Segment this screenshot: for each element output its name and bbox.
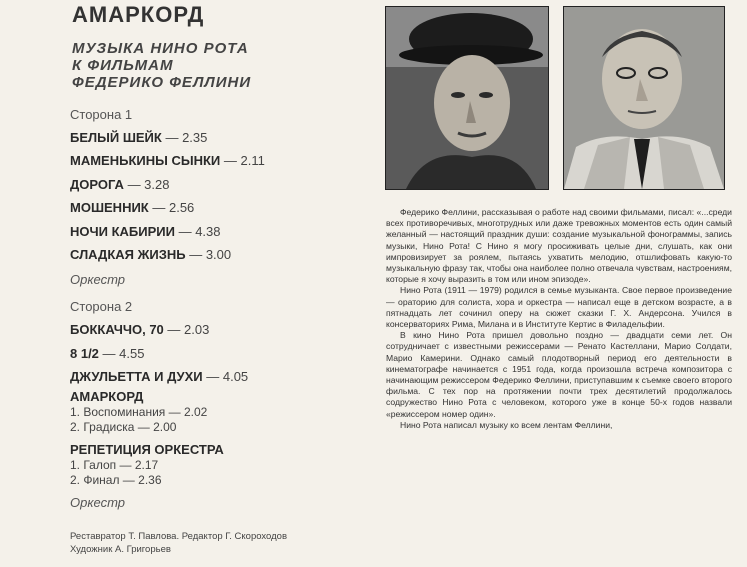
credits-line: Реставратор Т. Павлова. Редактор Г. Скороходов	[70, 531, 287, 542]
track-item	[70, 365, 370, 388]
track-duration: — 2.35	[165, 130, 208, 145]
track-title: ДЖУЛЬЕТТА И ДУХИ	[70, 369, 203, 385]
portrait-photo-fellini	[563, 6, 725, 190]
credits-line: Художник А. Григорьев	[70, 544, 171, 555]
track-title: 8 1/2	[70, 345, 99, 361]
track-item	[70, 196, 370, 219]
track-item	[70, 173, 370, 196]
track-duration: — 4.38	[178, 223, 221, 239]
article-paragraph: Федерико Феллини, рассказывая о работе над своими фильмами, писал: «...среди всех противоречивых, многотрудных или даже тревожных моментов есть один самый желанный — настоящий праздник души: создание музыкальной фонограммы, запись музыки, Нино Рота! С Нино я могу просиживать целые дни, слушать, как они импровизирует за роялем, пытаясь ухватить мелодию, отшлифовать какую-то музыкальную фразу так, чтобы она наиболее полно отвечала чувствам, настроениям, которые я хочу выразить в том или ином эпизоде».	[386, 207, 732, 285]
suite-part: 1. Галоп — 2.17	[70, 457, 159, 472]
track-item	[70, 126, 370, 149]
suite-part: 2. Градиска — 2.00	[70, 420, 177, 435]
suite-title: АМАРКОРД	[70, 388, 144, 404]
track-duration: — 2.03	[167, 322, 210, 338]
album-subtitle	[72, 40, 251, 91]
track-item	[70, 318, 370, 341]
side-1-label: Сторона 1	[70, 107, 133, 122]
track-title: БЕЛЫЙ ШЕЙК	[70, 130, 162, 145]
article-paragraph: Нино Рота написал музыку ко всем лентам Феллини,	[400, 419, 613, 430]
track-item	[70, 149, 370, 172]
subtitle-line: К ФИЛЬМАМ	[72, 57, 174, 74]
side-2-label: Сторона 2	[70, 299, 133, 315]
portrait-photo-rota	[385, 6, 549, 190]
credits	[70, 530, 287, 556]
side-1-performer: Оркестр	[70, 272, 125, 288]
suite-title: РЕПЕТИЦИЯ ОРКЕСТРА	[70, 441, 224, 457]
track-duration: — 3.00	[189, 246, 232, 262]
track-title: МОШЕННИК	[70, 200, 149, 216]
subtitle-line: ФЕДЕРИКО ФЕЛЛИНИ	[72, 74, 252, 91]
liner-notes-article	[386, 207, 732, 431]
album-title: АМАРКОРД	[72, 2, 205, 27]
track-duration: — 4.05	[206, 369, 249, 385]
article-paragraph: Нино Рота (1911 — 1979) родился в семье музыканта. Свое первое произведение — ораторию для солиста, хора и оркестра — написал еще в детском возрасте, а в пятнадцать лет сочинил оперу на сюжет сказки Г. Х. Андерсона. Учился в консерваториях Рима, Милана и в Институте Кертис в Филадельфии.	[386, 285, 732, 330]
track-title: НОЧИ КАБИРИИ	[70, 223, 175, 239]
subtitle-line: МУЗЫКА НИНО РОТА	[72, 40, 249, 57]
track-duration: — 4.55	[102, 345, 145, 361]
suite-part: 2. Финал — 2.36	[70, 473, 162, 488]
track-item	[70, 243, 370, 266]
track-title: СЛАДКАЯ ЖИЗНЬ	[70, 246, 186, 262]
track-list	[70, 104, 370, 519]
side-2-performer: Оркестр	[70, 494, 125, 510]
track-duration: — 3.28	[127, 176, 170, 192]
track-title: ДОРОГА	[70, 176, 124, 192]
article-paragraph: В кино Нино Рота пришел довольно поздно — двадцати семи лет. Он сотрудничает с известными режиссерами — Ренато Кастеллани, Марио Солдати, Марио Камерини. Однако самый плодотворный период его деятельности в кинематографе начинается с 1951 года, когда произошла встреча композитора с начинающим режиссером Федерико Феллини, приступавшим к съемке своего второго фильма. С тех пор на протяжении почти трех десятилетий продолжалось содружество Нино Рота с человеком, которого уже в конце 50-х годов назвали «режиссером номер один».	[386, 330, 732, 419]
track-title: МАМЕНЬКИНЫ СЫНКИ	[70, 153, 221, 169]
track-item	[70, 220, 370, 243]
track-duration: — 2.56	[152, 200, 195, 216]
suite-part: 1. Воспоминания — 2.02	[70, 404, 208, 419]
track-duration: — 2.11	[223, 153, 265, 169]
track-title: БОККАЧЧО, 70	[70, 322, 164, 338]
track-item	[70, 342, 370, 365]
